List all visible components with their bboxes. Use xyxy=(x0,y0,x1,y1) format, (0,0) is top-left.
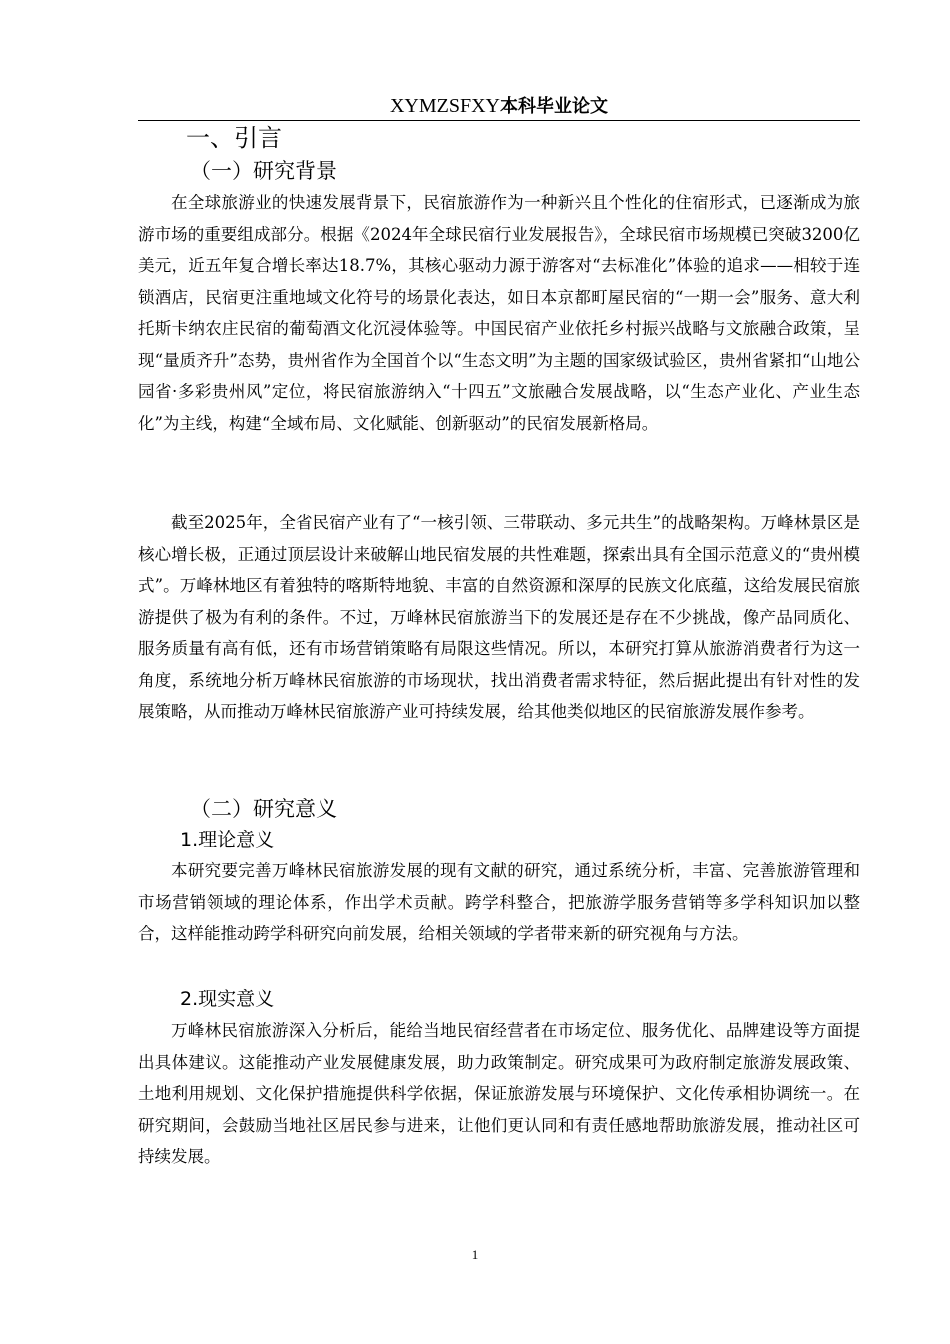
background-paragraph-2: 截至2025年，全省民宿产业有了“一核引领、三带联动、多元共生”的战略架构。万峰林景区是核心增长极，正通过顶层设计来破解山地民宿发展的共性难题，探索出具有全国示范意义的“贵州模式”。万峰林地区有着独特的喀斯特地貌、丰富的自然资源和深厚的民族文化底蕴，这给发展民宿旅游提供了极为有利的条件。不过，万峰林民宿旅游当下的发展还是存在不少挑战，像产品同质化、服务质量有高有低，还有市场营销策略有局限这些情况。所以，本研究打算从旅游消费者行为这一角度，系统地分析万峰林民宿旅游的市场现状，找出消费者需求特征，然后据此提出有针对性的发展策略，从而推动万峰林民宿旅游产业可持续发展，给其他类似地区的民宿旅游发展作参考。 xyxy=(138,513,860,721)
page-header xyxy=(138,94,860,118)
header-subtitle: 本科毕业论文 xyxy=(500,96,609,117)
header-divider xyxy=(138,120,860,121)
subsection-title-significance: （二）研究意义 xyxy=(190,797,337,821)
header-code: XYMZSFXY xyxy=(389,95,501,117)
background-paragraph-1: 在全球旅游业的快速发展背景下，民宿旅游作为一种新兴且个性化的住宿形式，已逐渐成为旅游市场的重要组成部分。根据《2024年全球民宿行业发展报告》，全球民宿市场规模已突破3200亿美元，近五年复合增长率达18.7%，其核心驱动力源于游客对“去标准化”体验的追求——相较于连锁酒店，民宿更注重地域文化符号的场景化表达，如日本京都町屋民宿的“一期一会”服务、意大利托斯卡纳农庄民宿的葡萄酒文化沉浸体验等。中国民宿产业依托乡村振兴战略与文旅融合政策，呈现“量质齐升”态势，贵州省作为全国首个以“生态文明”为主题的国家级试验区，贵州省紧扣“山地公园省·多彩贵州风”定位，将民宿旅游纳入“十四五”文旅融合发展战略，以“生态产业化、产业生态化”为主线，构建“全域布局、文化赋能、创新驱动”的民宿发展新格局。 xyxy=(138,193,860,433)
subsection-title-background: （一）研究背景 xyxy=(190,159,337,183)
theory-significance-paragraph: 本研究要完善万峰林民宿旅游发展的现有文献的研究，通过系统分析，丰富、完善旅游管理和市场营销领域的理论体系，作出学术贡献。跨学科整合，把旅游学服务营销等多学科知识加以整合，这样能推动跨学科研究向前发展，给相关领域的学者带来新的研究视角与方法。 xyxy=(138,861,860,943)
page-number: 1 xyxy=(471,1247,479,1262)
theory-significance-title: 1.理论意义 xyxy=(180,829,275,851)
section-title-introduction: 一、引言 xyxy=(186,124,282,152)
practice-significance-paragraph: 万峰林民宿旅游深入分析后，能给当地民宿经营者在市场定位、服务优化、品牌建设等方面提出具体建议。这能推动产业发展健康发展，助力政策制定。研究成果可为政府制定旅游发展政策、土地利用规划、文化保护措施提供科学依据，保证旅游发展与环境保护、文化传承相协调统一。在研究期间，会鼓励当地社区居民参与进来，让他们更认同和有责任感地帮助旅游发展，推动社区可持续发展。 xyxy=(138,1021,860,1166)
practice-significance-title: 2.现实意义 xyxy=(180,988,275,1010)
